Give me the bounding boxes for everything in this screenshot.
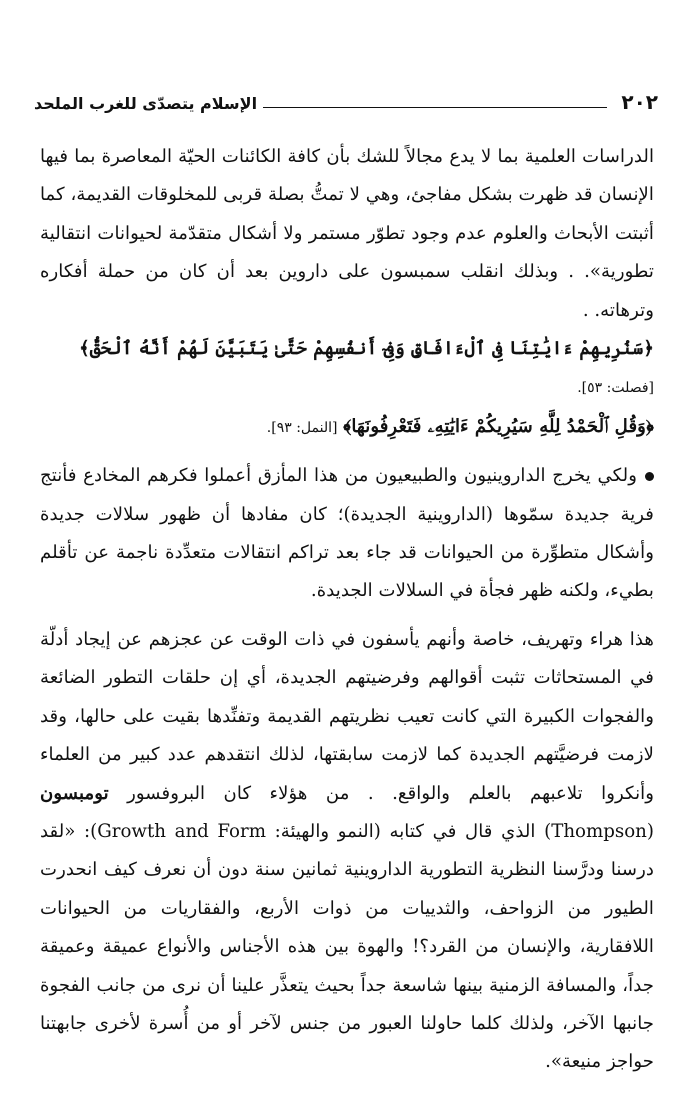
- verse-text: ﴿سَنُرِيهِمْ ءَايَٰتِنَا فِى ٱلْءَافَاقِ وَفِىٓ أَنفُسِهِمْ حَتَّىٰ يَتَبَيَّنَ لَهُمْ أَنَّهُ ٱلْحَقُّ﴾: [79, 338, 654, 360]
- quran-verse-2: [40, 408, 654, 447]
- author-name: تومبسون: [40, 782, 109, 804]
- body-text: [40, 138, 654, 1082]
- verse-text: ﴿وَقُلِ ٱلْحَمْدُ لِلَّهِ سَيُرِيكُمْ ءَايَٰتِهِۦ فَتَعْرِفُونَهَا﴾: [343, 415, 654, 437]
- author-name-latin: (Thompson): [544, 820, 654, 842]
- paragraph-3: [40, 621, 654, 1082]
- paragraph-2-text: ولكي يخرج الداروينيون والطبيعيون من هذا المأزق أعملوا فكرهم المخادع فأنتج فرية جديدة سمّوها (الداروينية الجديدة)؛ كان مفادها أن ظهور سلالات جديدة وأشكال متطوِّرة من الحيوانات قد جاء بعد تراكم انتقالات متعدِّدة ناجمة عن تأقلم بطيء، ولكنه ظهر فجأة في السلالات الجديدة.: [40, 465, 654, 602]
- paragraph-2: [40, 457, 654, 611]
- paragraph-3-part-b: الذي قال في كتابه (النمو والهيئة:: [274, 820, 536, 842]
- paragraph-1: الدراسات العلمية بما لا يدع مجالاً للشك بأن كافة الكائنات الحيّة المعاصرة بما فيها الإنسان قد ظهرت بشكل مفاجئ، وهي لا تمتُّ بصلة قربى للمخلوقات القديمة، كما أثبتت الأبحاث والعلوم عدم وجود تطوّر مستمر ولا أشكال متقدّمة لحيوانات انتقالية تطورية». . وبذلك انقلب سمبسون على داروين بعد أن كان من حملة أفكاره وترهاته. .: [40, 146, 654, 321]
- paragraph-3-part-a: هذا هراء وتهريف، خاصة وأنهم يأسفون في ذات الوقت عن عجزهم عن إيجاد أدلّة في المستحاثات تثبت أقوالهم وفرضيتهم الجديدة، أي إن حلقات التطور الضائعة والفجوات الكبيرة التي كانت تعيب نظريتهم القديمة وتفنِّدها بقيت على حالها، وقد لازمت فرضيَّتهم الجديدة كما لازمت سابقتها، لذلك انتقدهم عدد كبير من العلماء وأنكروا تلاعبهم بالعلم والواقع. . من هؤلاء كان البروفسور: [40, 628, 654, 804]
- bullet-icon: [645, 472, 654, 481]
- paragraph-3-part-c: ): «لقد درسنا ودرَّسنا النظرية التطورية الداروينية ثمانين سنة دون أن نعرف كيف انحدرت الطيور من الزواحف، والثدييات من ذوات الأربع، والفقاريات من الحيوانات اللافقارية، والإنسان من القرد؟! والهوة بين هذه الأجناس والأنواع عميقة وعميقة جداً، والمسافة الزمنية بينها شاسعة جداً بحيث يتعذَّر علينا أن نرى من جانب الفجوة جانبها الآخر، ولذلك كلما حاولنا العبور من جنس لآخر أو من أُسرة لأخرى جابهتنا حواجز منيعة».: [40, 820, 654, 1073]
- verse-reference: [النمل: ٩٣].: [266, 419, 338, 436]
- page-number: ٢٠٢: [621, 90, 658, 114]
- header-rule: [263, 107, 607, 108]
- running-title: الإسلام يتصدّى للغرب الملحد: [34, 94, 258, 113]
- quran-verse-1: [40, 330, 654, 408]
- page-header: [34, 84, 658, 112]
- book-title-latin: Growth and Form: [97, 820, 266, 842]
- verse-reference: [فصلت: ٥٣].: [577, 380, 654, 397]
